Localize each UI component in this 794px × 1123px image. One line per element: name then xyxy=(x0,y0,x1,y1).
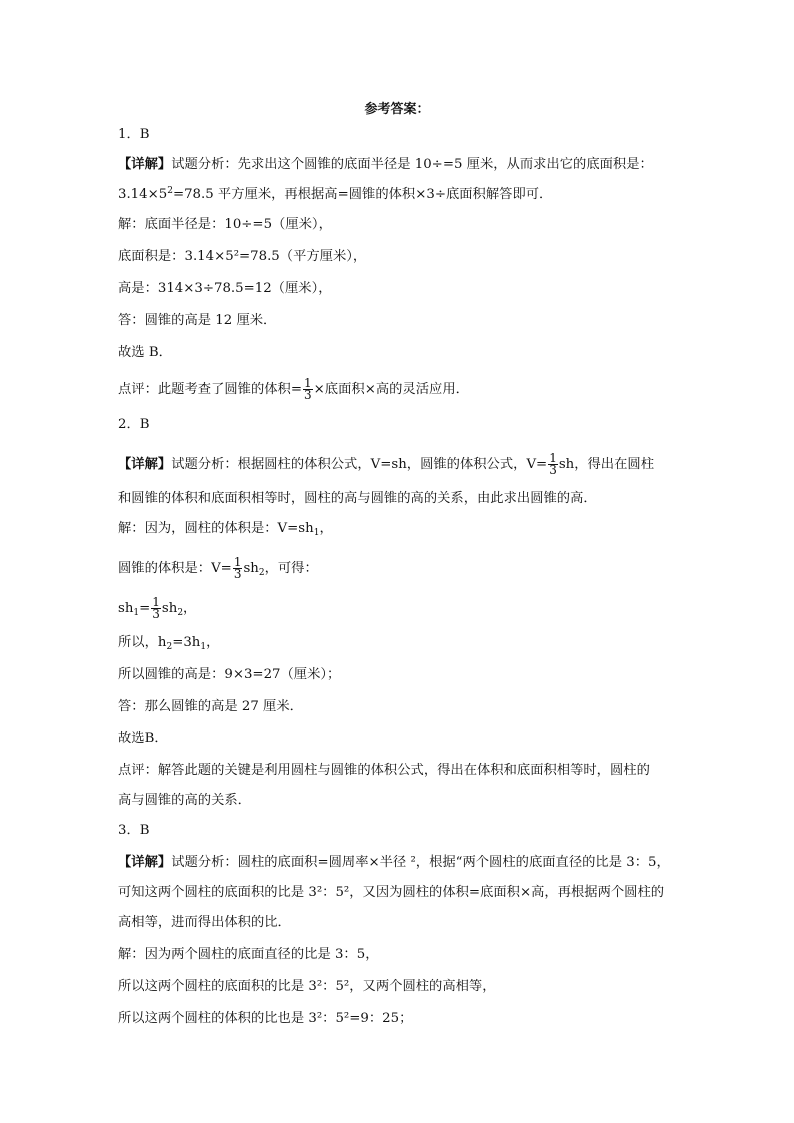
q2-line-7: 所以圆锥的高是：9×3=27（厘米）； xyxy=(118,667,341,682)
q1-line-4: 底面积是：3.14×5²=78.5（平方厘米）， xyxy=(118,249,367,264)
q2-detail-line: 【详解】试题分析：根据圆柱的体积公式，V=sh，圆锥的体积公式，V= $\frac{1}{3}$ sh，得出在圆柱 xyxy=(118,451,654,477)
q1-detail-line xyxy=(118,156,653,174)
q3-line-4: 解：因为两个圆柱的底面直径的比是 3：5， xyxy=(118,947,379,962)
q2-number: 2．B xyxy=(118,417,150,432)
fraction-one-third: $\frac{1}{3}$ xyxy=(152,595,160,621)
q3-line-5: 所以这两个圆柱的底面积的比是 3²：5²，又两个圆柱的高相等， xyxy=(118,979,496,994)
q2-line-6: 所以，$h_2=3h_1$， xyxy=(118,635,220,652)
q2-comment: 点评：解答此题的关键是利用圆柱与圆锥的体积公式，得出在体积和底面积相等时，圆柱的 xyxy=(118,763,650,778)
q3-line-2: 可知这两个圆柱的底面积的比是 3²：5²，又因为圆柱的体积=底面积×高，再根据两个圆柱的 xyxy=(118,885,665,900)
q2-line-8: 答：那么圆锥的高是 27 厘米． xyxy=(118,699,303,714)
fraction-one-third: $\frac{1}{3}$ xyxy=(304,376,312,402)
q1-number: 1．B xyxy=(118,127,150,142)
q2-line-2: 和圆锥的体积和底面积相等时，圆柱的高与圆锥的高的关系，由此求出圆锥的高． xyxy=(118,491,597,506)
q2-line-4: 圆锥的体积是：V= $\frac{1}{3}$ $sh_2$，可得： xyxy=(118,555,318,581)
q1-line-2: $3.14\times 5^2=78.5$ 平方厘米，再根据高=圆锥的体积×3÷底面积解答即可． xyxy=(118,186,553,202)
q2-line-5: $sh_1=$ $\frac{1}{3}$ $sh_2$， xyxy=(118,595,197,621)
q1-comment: 点评：此题考查了圆锥的体积= $\frac{1}{3}$ ×底面积×高的灵活应用． xyxy=(118,376,469,402)
fraction-one-third: $\frac{1}{3}$ xyxy=(549,451,557,477)
q1-line-5: 高是：314×3÷78.5=12（厘米）， xyxy=(118,281,332,296)
q2-comment-2: 高与圆锥的高的关系． xyxy=(118,793,251,808)
fraction-one-third: $\frac{1}{3}$ xyxy=(233,555,242,581)
q3-line-3: 高相等，进而得出体积的比． xyxy=(118,915,291,930)
q1-line-7: 故选 B． xyxy=(118,345,172,360)
q1-analysis: 试题分析：先求出这个圆锥的底面半径是 10÷=5 厘米，从而求出它的底面积是： xyxy=(171,157,653,172)
page-title: 参考答案： xyxy=(364,102,430,117)
detail-tag: 【详解】 xyxy=(118,157,172,172)
q2-line-9: 故选B． xyxy=(118,731,168,746)
q1-line-6: 答：圆锥的高是 12 厘米． xyxy=(118,313,277,328)
q2-line-3: 解：因为，圆柱的体积是：$V=sh_1$， xyxy=(118,521,333,538)
q3-detail-line: 【详解】试题分析：圆柱的底面积=圆周率×半径 ²，根据“两个圆柱的底面直径的比是 3：5， xyxy=(118,855,670,870)
q3-line-6: 所以这两个圆柱的体积的比也是 3²：5²=9：25； xyxy=(118,1011,413,1026)
q3-number: 3．B xyxy=(118,823,150,838)
detail-tag: 【详解】 xyxy=(118,457,172,472)
q1-line-3: 解：底面半径是：10÷=5（厘米）， xyxy=(118,217,332,232)
detail-tag: 【详解】 xyxy=(118,855,172,870)
